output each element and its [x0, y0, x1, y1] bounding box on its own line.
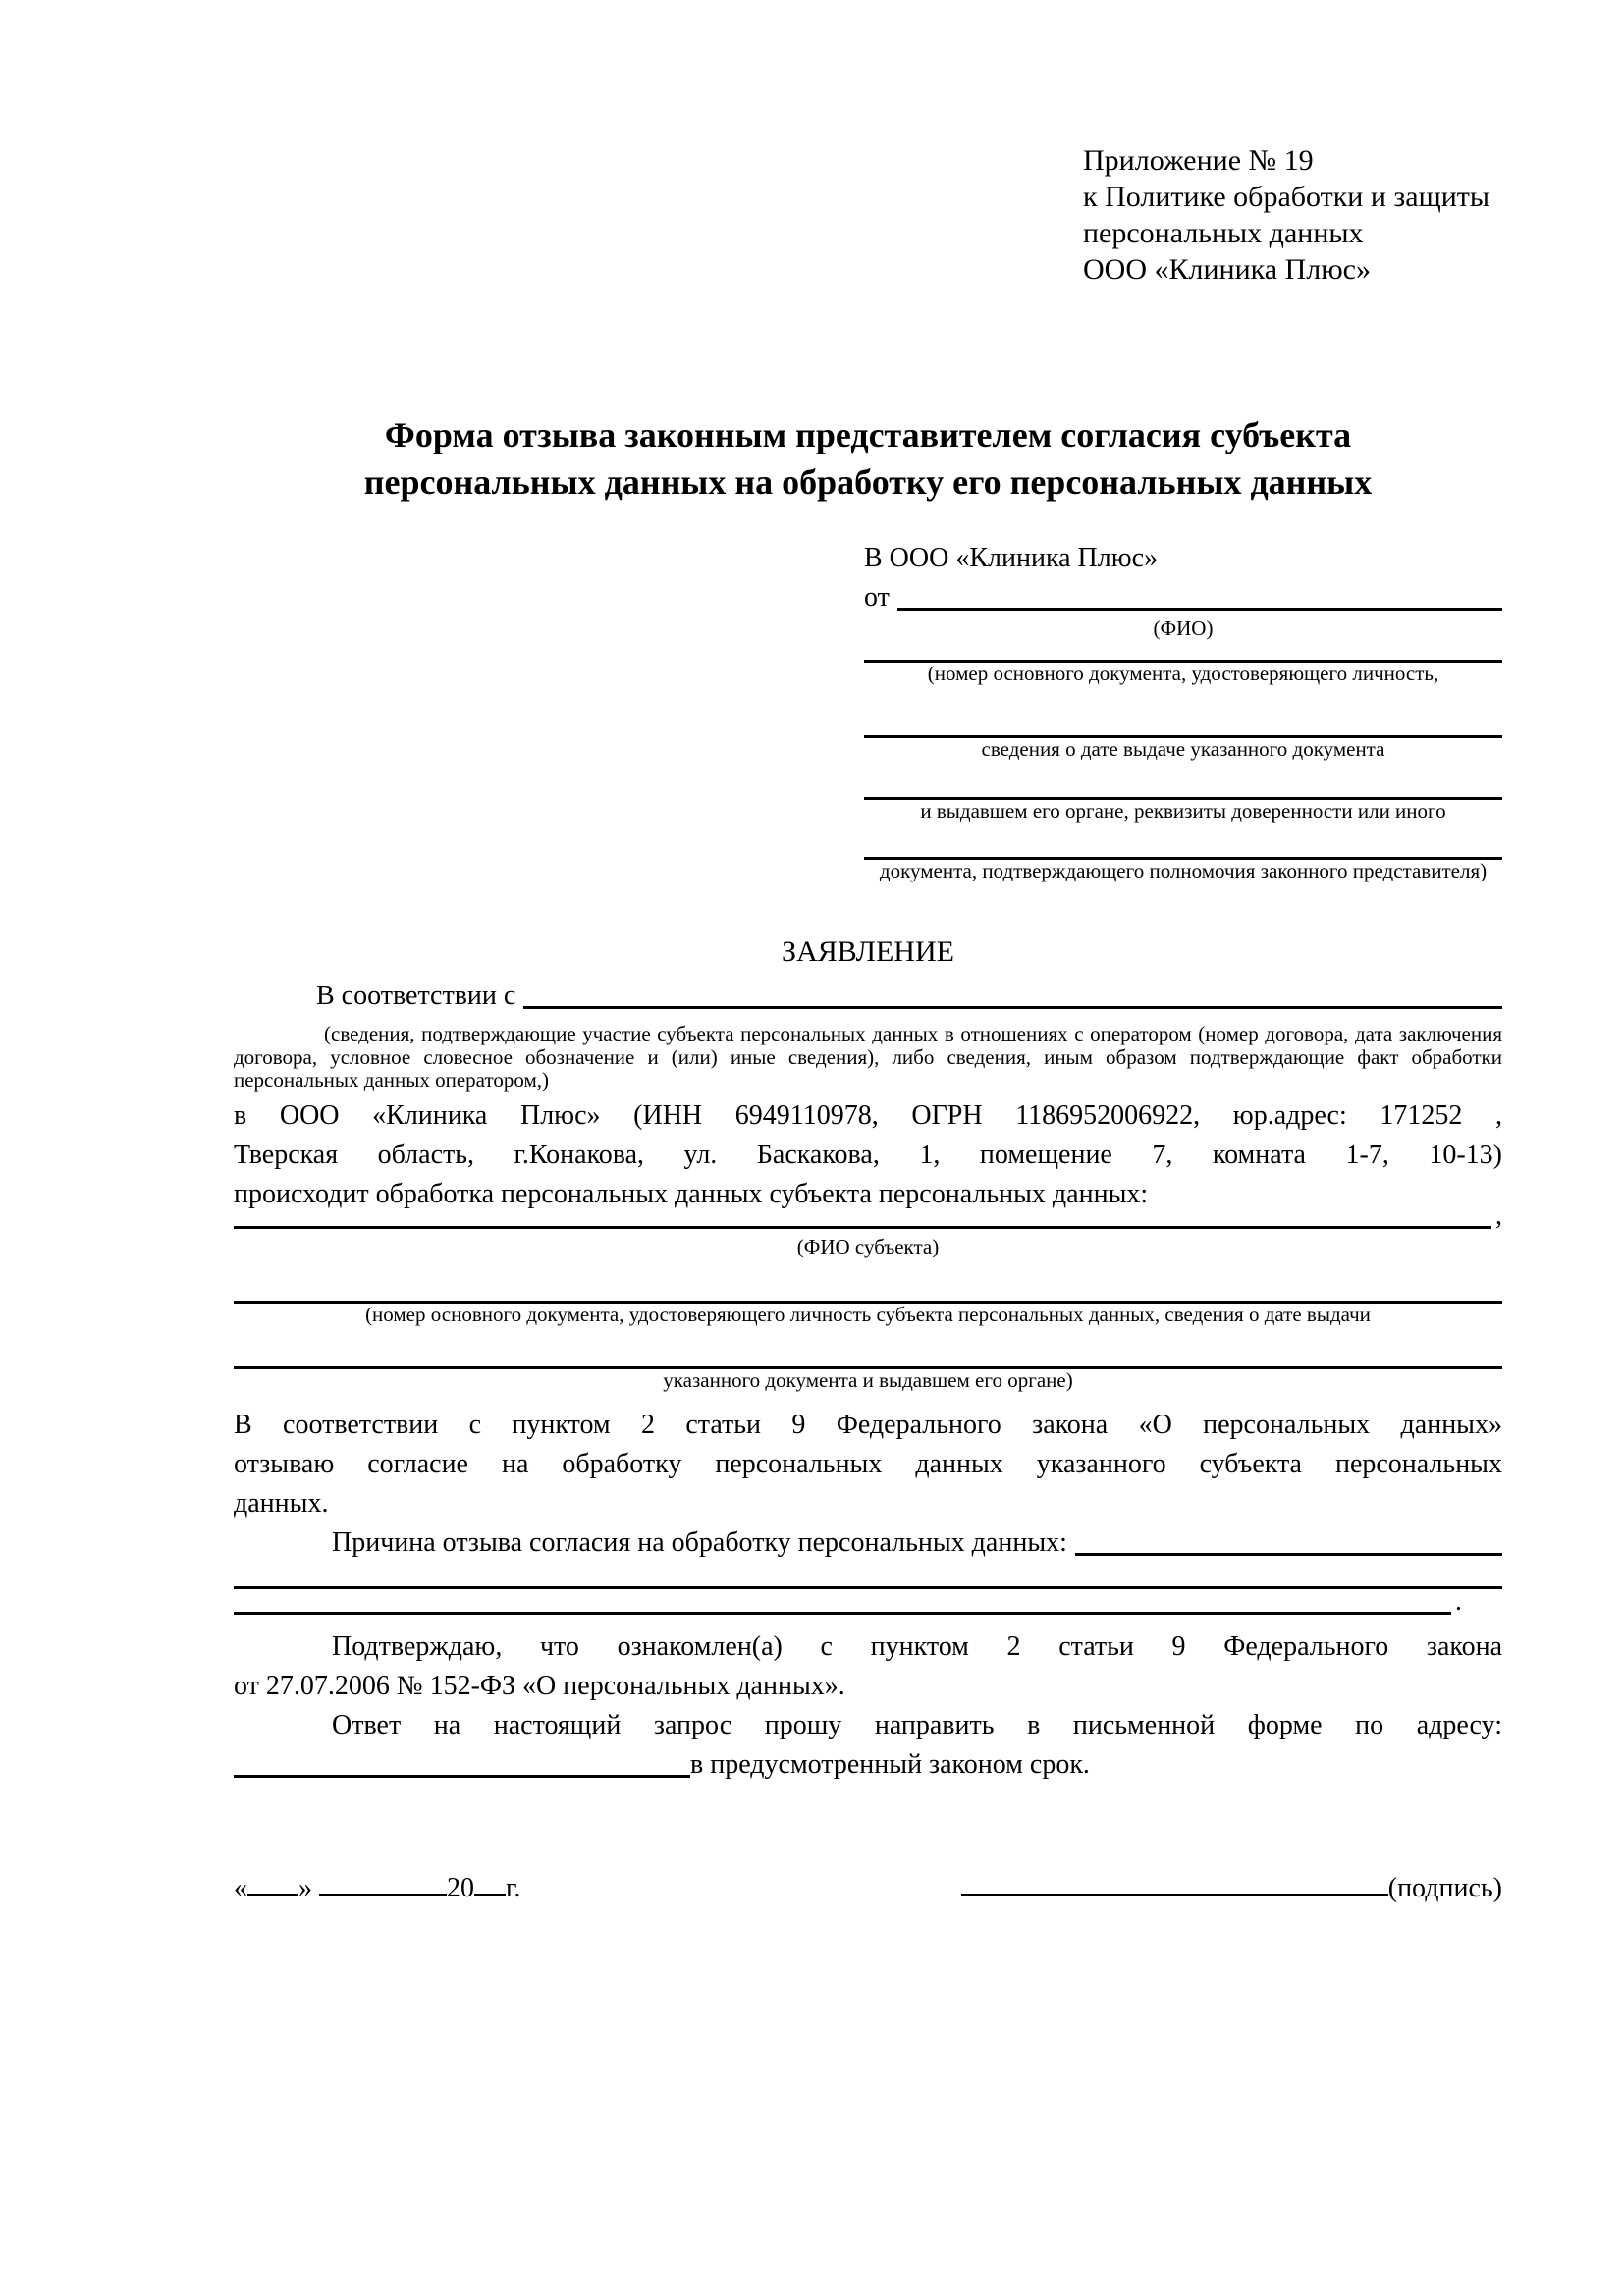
reply-address-fill-line [234, 1775, 690, 1778]
date-day-fill-line [247, 1892, 298, 1896]
operator-paragraph-line: Тверская область, г.Конакова, ул. Баскакова, 1, помещение 7, комната 1-7, 10-13) [234, 1139, 1502, 1170]
withdraw-paragraph-line: данных. [234, 1487, 329, 1519]
document-title: Форма отзыва законным представителем согласия субъекта персональных данных на обработку его персональных данных [363, 415, 1373, 502]
intro-row [234, 977, 1502, 1016]
annex-header-line: Приложение № 19 [1083, 144, 1314, 177]
reason-row-3 [234, 1585, 1502, 1622]
annex-header [1083, 142, 1502, 288]
reply-suffix: в предусмотренный законом срок. [690, 1748, 1090, 1780]
signature-fill-line [961, 1892, 1388, 1896]
subject-doc-caption-1: (номер основного документа, удостоверяющего личность субъекта персональных данных, сведения о дате выдачи [365, 1302, 1371, 1326]
withdraw-paragraph-line: В соответствии с пунктом 2 статьи 9 Федерального закона «О персональных данных» [234, 1409, 1502, 1440]
annex-header-line: к Политике обработки и защиты [1083, 181, 1490, 213]
withdraw-paragraph-line: отзываю согласие на обработку персональных данных указанного субъекта персональных [234, 1448, 1502, 1479]
signature-line [961, 1869, 1502, 1908]
statement-heading: ЗАЯВЛЕНИЕ [782, 935, 954, 968]
doc-number-fill-line [864, 640, 1502, 663]
doc-issue-date-fill-line [864, 685, 1502, 738]
doc-authority-fill-line [864, 761, 1502, 800]
intro-prefix: В соответствии с [316, 981, 516, 1011]
operator-paragraph [234, 1096, 1502, 1214]
subject-doc-fill-line-2 [234, 1326, 1502, 1369]
annex-header-line: ООО «Клиника Плюс» [1083, 253, 1371, 286]
doc-powers-fill-line [864, 823, 1502, 860]
reply-line2 [234, 1745, 1502, 1785]
subject-fio-fill-line [234, 1226, 1491, 1229]
subject-fio-row [234, 1200, 1502, 1236]
reason-prefix: Причина отзыва согласия на обработку персональных данных: [332, 1526, 1067, 1558]
doc-authority-caption: и выдавшем его органе, реквизиты доверенности или иного [920, 799, 1446, 823]
addressee-block [864, 539, 1502, 882]
date-year-prefix: 20 [447, 1872, 474, 1903]
subject-fio-caption: (ФИО субъекта) [796, 1234, 940, 1258]
date-month-fill-line [319, 1892, 447, 1896]
date-year-fill-line [474, 1892, 506, 1896]
confirm-paragraph-line: от 27.07.2006 № 152-ФЗ «О персональных данных». [234, 1670, 845, 1701]
doc-powers-caption: документа, подтверждающего полномочия законного представителя) [879, 859, 1488, 882]
operator-paragraph-line: происходит обработка персональных данных субъекта персональных данных: [234, 1178, 1149, 1209]
annex-header-line: персональных данных [1083, 217, 1364, 249]
doc-issue-date-caption: сведения о дате выдаче указанного документа [981, 737, 1385, 761]
date-quote-open: « [234, 1872, 247, 1903]
reason-fill-line-3 [234, 1612, 1451, 1615]
addressee-from-label: от [864, 582, 890, 613]
reason-row [234, 1523, 1502, 1563]
reason-period: . [1455, 1585, 1462, 1617]
intro-fill-line [523, 1006, 1502, 1009]
date-year-suffix: г. [506, 1872, 521, 1903]
signature-caption: (подпись) [1387, 1872, 1502, 1903]
date-line [234, 1869, 520, 1908]
fio-fill-line [897, 608, 1502, 611]
footer [234, 1869, 1502, 1908]
subject-fio-comma: , [1495, 1200, 1502, 1231]
doc-number-caption: (номер основного документа, удостоверяющего личность, [927, 662, 1439, 685]
withdraw-paragraph [234, 1406, 1502, 1523]
document-content [234, 142, 1502, 1908]
subject-doc-caption-2: указанного документа и выдавшем его органе) [663, 1367, 1073, 1392]
addressee-to: В ООО «Клиника Плюс» [864, 543, 1159, 573]
addressee-from-row [864, 578, 1502, 617]
reason-fill-line-2 [234, 1563, 1502, 1589]
fio-caption: (ФИО) [1153, 616, 1214, 640]
subject-doc-fill-line [234, 1258, 1502, 1304]
date-quote-close: » [298, 1872, 312, 1903]
confirm-paragraph [234, 1628, 1502, 1706]
operator-paragraph-line: в ООО «Клиника Плюс» (ИНН 6949110978, ОГРН 1186952006922, юр.адрес: 171252 , [234, 1099, 1502, 1131]
confirm-paragraph-line: Подтверждаю, что ознакомлен(а) с пунктом 2 статьи 9 Федерального закона [332, 1630, 1502, 1662]
reply-line1: Ответ на настоящий запрос прошу направить в письменной форме по адресу: [332, 1709, 1502, 1740]
intro-note: (сведения, подтверждающие участие субъекта персональных данных в отношениях с оператором (номер договора, дата заключения договора, условное словесное обозначение и (или) иные сведения), либо сведения, иным образом подтверждающие факт обработки персональных данных оператором,) [234, 1022, 1502, 1092]
reason-fill-line [1075, 1553, 1502, 1556]
